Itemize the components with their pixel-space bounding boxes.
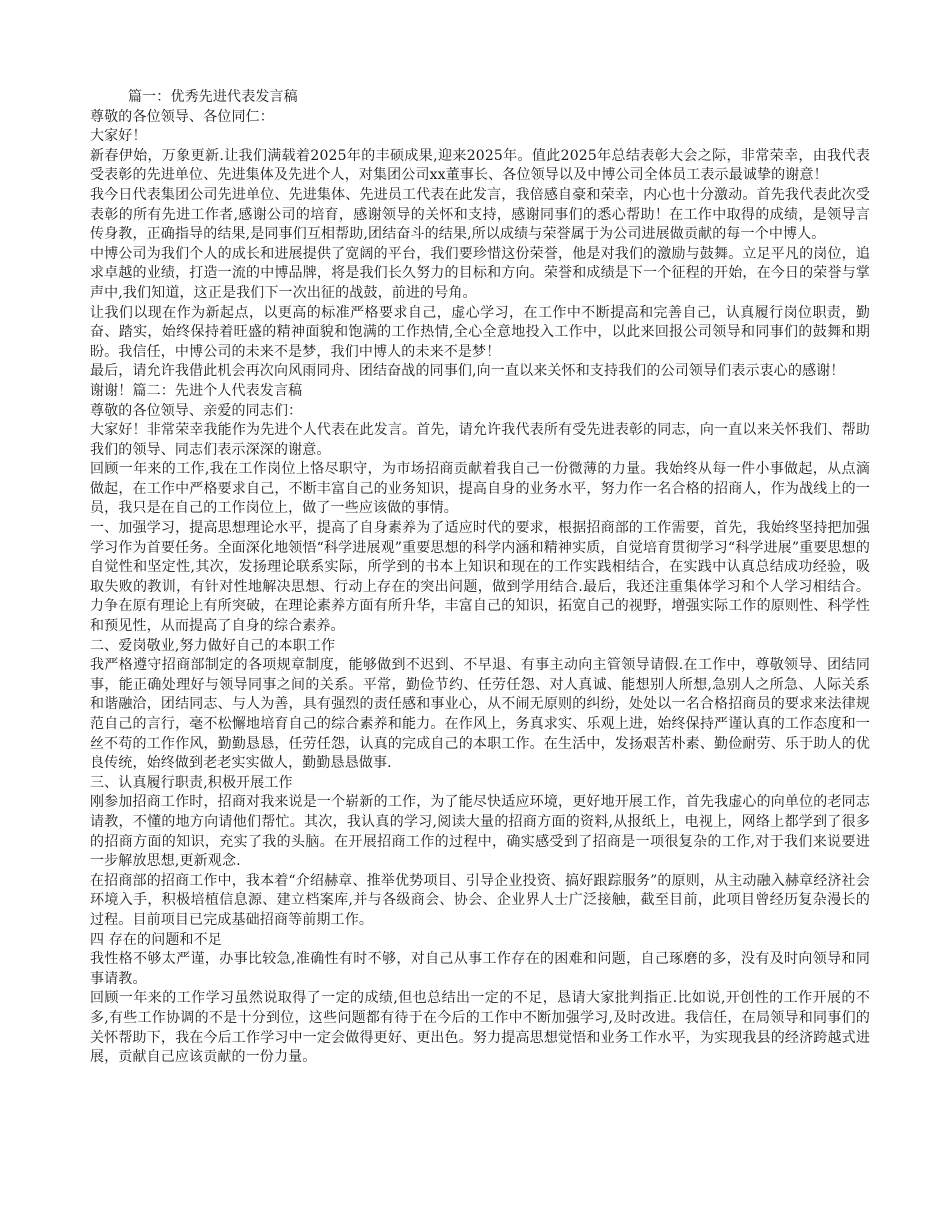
body-paragraph: 回顾一年来的工作学习虽然说取得了一定的成绩,但也总结出一定的不足，恳请大家批判指正.比如说,开创性的工作开展的不多,有些工作协调的不是十分到位，这些问题都有待于在今后的工作中不断加强学习,及时改进。我信任，在局领导和同事们的关怀帮助下，我在今后工作学习中一定会做得更好、更出色。努力提高思想觉悟和业务工作水平，为实现我县的经济跨越式进展，贡献自己应该贡献的一份力量。 [90, 990, 870, 1066]
body-paragraph: 我性格不够太严谨，办事比较急,准确性有时不够，对自己从事工作存在的困难和问题，自己琢磨的多，没有及时向领导和同事请教。 [90, 951, 870, 987]
salutation: 尊敬的各位领导、亲爱的同志们： [90, 402, 303, 419]
section-heading: 二、爱岗敬业,努力做好自己的本职工作 [90, 637, 336, 654]
greeting: 大家好！ [90, 128, 147, 145]
body-paragraph: 回顾一年来的工作,我在工作岗位上恪尽职守，为市场招商贡献着我自己一份微薄的力量。我始终从每一件小事做起，从点滴做起，在工作中严格要求自己，不断丰富自己的业务知识，提高自身的业务水平，努力作一名合格的招商人，作为战线上的一员，我只是在自己的工作岗位上，做了一些应该做的事情。 [90, 461, 870, 517]
document-body [90, 88, 870, 1068]
body-paragraph: 中博公司为我们个人的成长和进展提供了宽阔的平台，我们要珍惜这份荣誉，他是对我们的激励与鼓舞。立足平凡的岗位，追求卓越的业绩，打造一流的中博品牌，将是我们长久努力的目标和方向。荣誉和成绩是下一个征程的开始，在今日的荣誉与掌声中,我们知道，这正是我们下一次出征的战鼓，前进的号角。 [90, 245, 870, 301]
body-paragraph: 最后，请允许我借此机会再次向风雨同舟、团结奋战的同事们,向一直以来关怀和支持我们的公司领导们表示衷心的感谢！ [90, 363, 845, 380]
body-paragraph: 我严格遵守招商部制定的各项规章制度，能够做到不迟到、不早退、有事主动向主管领导请假.在工作中，尊敬领导、团结同事，能正确处理好与领导同事之间的关系。平常，勤俭节约、任劳任怨、对人真诚、能想别人所想,急别人之所急、人际关系和谐融洽，团结同志、与人为善，具有强烈的责任感和事业心，从不闹无原则的纠纷，处处以一名合格招商员的要求来法律规范自己的言行，毫不松懈地培育自己的综合素养和能力。在作风上，务真求实、乐观上进，始终保持严谨认真的工作态度和一丝不苟的工作作风，勤勤恳恳，任劳任怨，认真的完成自己的本职工作。在生活中，发扬艰苦朴素、勤俭耐劳、乐于助人的优良传统，始终做到老老实实做人，勤勤恳恳做事. [90, 657, 870, 772]
body-paragraph: 在招商部的招商工作中，我本着“介绍赫章、推举优势项目、引导企业投资、搞好跟踪服务”的原则，从主动融入赫章经济社会环境入手，积极培植信息源、建立档案库,并与各级商会、协会、企业界人士广泛接触，截至目前，此项目曾经历复杂漫长的过程。目前项目已完成基础招商等前期工作。 [90, 872, 870, 928]
body-paragraph: 刚参加招商工作时，招商对我来说是一个崭新的工作，为了能尽快适应环境，更好地开展工作，首先我虚心的向单位的老同志请教，不懂的地方向请他们帮忙。其次，我认真的学习,阅读大量的招商方面的资料,从报纸上，电视上，网络上都学到了很多的招商方面的知识，充实了我的头脑。在开展招商工作的过程中，确实感受到了招商是一项很复杂的工作,对于我们来说要进一步解放思想,更新观念. [90, 794, 870, 870]
body-paragraph: 我今日代表集团公司先进单位、先进集体、先进员工代表在此发言，我倍感自豪和荣幸，内心也十分激动。首先我代表此次受表彰的所有先进工作者,感谢公司的培育，感谢领导的关怀和支持，感谢同事们的悉心帮助！在工作中取得的成绩，是领导言传身教，正确指导的结果,是同事们互相帮助,团结奋斗的结果,所以成绩与荣誉属于为公司进展做贡献的每一个中博人。 [90, 186, 870, 243]
document-title: 篇一：优秀先进代表发言稿 [128, 89, 298, 105]
body-paragraph: 新春伊始，万象更新.让我们满载着2025年的丰硕成果,迎来2025年。值此2025年总结表彰大会之际，非常荣幸，由我代表受表彰的先进单位、先进集体及先进个人，对集团公司xx董事长、各位领导以及中博公司全体员工表示最诚挚的谢意！ [90, 147, 870, 184]
body-paragraph: 一、加强学习，提高思想理论水平，提高了自身素养为了适应时代的要求，根据招商部的工作需要，首先，我始终坚持把加强学习作为首要任务。全面深化地领悟“科学进展观”重要思想的科学内涵和精神实质，自觉培育贯彻学习“科学进展”重要思想的自觉性和坚定性,其次，发扬理论联系实际，所学到的书本上知识和现在的工作实践相结合，在实践中认真总结成功经验，吸取失败的教训，有针对性地解决思想、行动上存在的突出问题，做到学用结合.最后，我还注重集体学习和个人学习相结合。力争在原有理论上有所突破，在理论素养方面有所升华，丰富自己的知识，拓宽自己的视野，增强实际工作的原则性、科学性和预见性，从而提高了自身的综合素养。 [90, 520, 870, 635]
salutation: 尊敬的各位领导、各位同仁： [90, 108, 274, 125]
section-heading: 三、认真履行职责,积极开展工作 [90, 774, 293, 791]
section-heading: 四 存在的问题和不足 [90, 931, 222, 948]
body-paragraph: 大家好！非常荣幸我能作为先进个人代表在此发言。首先，请允许我代表所有受先进表彰的同志，向一直以来关怀我们、帮助我们的领导、同志们表示深深的谢意。 [90, 422, 870, 458]
section-heading: 谢谢！篇二：先进个人代表发言稿 [90, 382, 303, 399]
body-paragraph: 让我们以现在作为新起点，以更高的标准严格要求自己，虚心学习，在工作中不断提高和完善自己，认真履行岗位职责，勤奋、踏实，始终保持着旺盛的精神面貌和饱满的工作热情,全心全意地投入工作中，以此来回报公司领导和同事们的鼓舞和期盼。我信任，中博公司的未来不是梦，我们中博人的未来不是梦！ [90, 304, 870, 360]
